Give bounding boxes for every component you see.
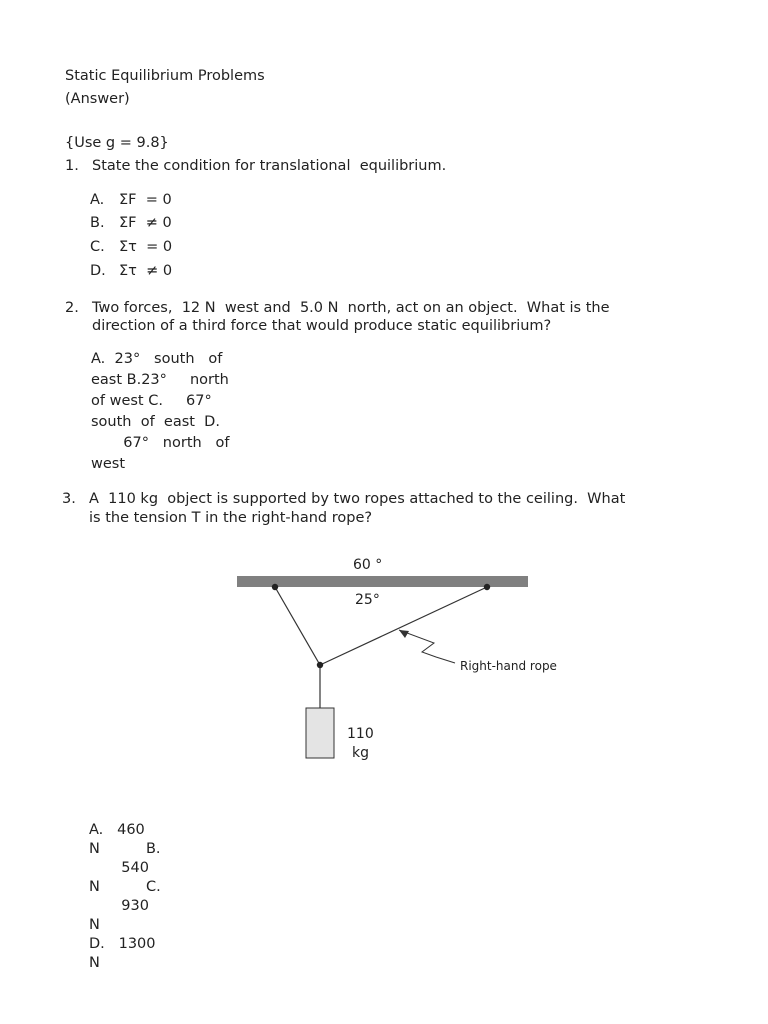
q3-text-line1: A 110 kg object is supported by two ropes attached to the ceiling. What xyxy=(89,491,626,507)
right-anchor-point xyxy=(484,584,490,590)
q1-option-c-value: Στ = 0 xyxy=(119,239,173,255)
q1-option-d-value: Στ ≠ 0 xyxy=(119,263,173,279)
page-subtitle: (Answer) xyxy=(65,91,130,107)
q3-option-line: N B. xyxy=(89,841,161,857)
q3-option-line: N xyxy=(89,955,100,971)
q2-option-line: south of east D. xyxy=(91,414,220,430)
q3-text-line2: is the tension T in the right-hand rope? xyxy=(89,510,373,526)
left-rope xyxy=(275,587,320,665)
angle-left-label: 60 ° xyxy=(353,557,383,573)
q2-option-line: of west C. 67° xyxy=(91,393,212,409)
q1-number: 1. xyxy=(65,158,79,174)
q1-option-a-letter: A. xyxy=(90,192,105,208)
q1-option-b-value: ΣF ≠ 0 xyxy=(119,215,172,231)
angle-right-label: 25° xyxy=(355,592,380,608)
q2-text-line2: direction of a third force that would produce static equilibrium? xyxy=(92,318,552,334)
q1-option-b-letter: B. xyxy=(90,215,105,231)
rope-tension-diagram xyxy=(0,540,768,780)
junction-point xyxy=(317,662,323,668)
q3-number: 3. xyxy=(62,491,76,507)
gravity-note: {Use g = 9.8} xyxy=(65,135,169,151)
page-title: Static Equilibrium Problems xyxy=(65,68,265,84)
q3-option-line: A. 460 xyxy=(89,822,145,838)
mass-unit-label: kg xyxy=(352,745,369,761)
q2-option-line: west xyxy=(91,456,126,472)
rope-pointer-arrowhead xyxy=(399,630,409,638)
rope-pointer-line xyxy=(399,630,455,663)
q2-option-line: A. 23° south of xyxy=(91,351,223,367)
q1-option-d-letter: D. xyxy=(90,263,106,279)
q1-option-c-letter: C. xyxy=(90,239,105,255)
q3-option-line: 930 xyxy=(89,898,149,914)
mass-block xyxy=(306,708,334,758)
right-rope xyxy=(320,587,487,665)
q1-text: State the condition for translational equilibrium. xyxy=(92,158,447,174)
q2-option-line: east B.23° north xyxy=(91,372,229,388)
left-anchor-point xyxy=(272,584,278,590)
q2-text-line1: Two forces, 12 N west and 5.0 N north, act on an object. What is the xyxy=(92,300,610,316)
mass-value-label: 110 xyxy=(347,726,374,742)
q3-option-line: D. 1300 xyxy=(89,936,156,952)
q1-option-a-value: ΣF = 0 xyxy=(119,192,172,208)
q3-option-line: 540 xyxy=(89,860,149,876)
q2-number: 2. xyxy=(65,300,79,316)
q3-option-line: N C. xyxy=(89,879,161,895)
rope-label: Right-hand rope xyxy=(460,659,557,673)
q3-option-line: N xyxy=(89,917,100,933)
q2-option-line: 67° north of xyxy=(91,435,230,451)
